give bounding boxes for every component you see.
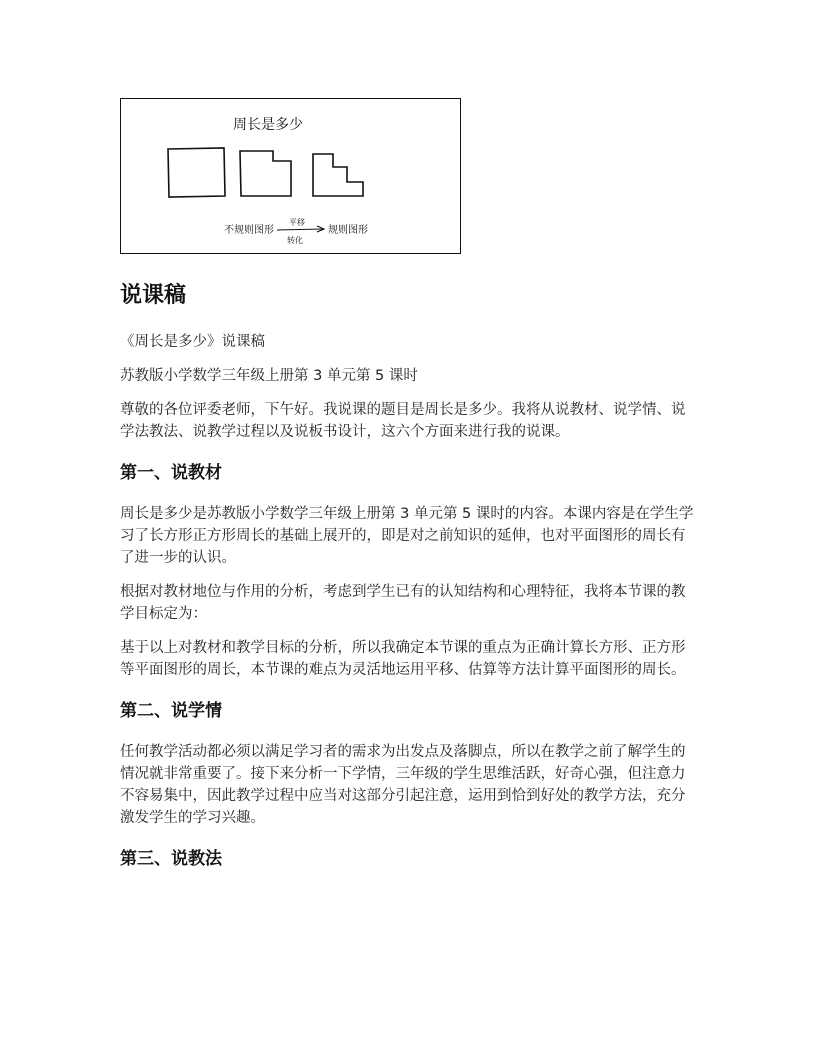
square-shape — [168, 148, 225, 197]
figure-title: 周长是多少 — [233, 117, 303, 133]
right-label: 规则图形 — [328, 225, 368, 236]
lesson-title-line: 《周长是多少》说课稿 — [120, 334, 265, 350]
figure-drawing — [121, 99, 462, 255]
handwritten-figure — [120, 98, 461, 254]
section-heading-textbook: 第一、说教材 — [120, 463, 222, 483]
textbook-paragraph: 周长是多少是苏教版小学数学三年级上册第 3 单元第 5 课时的内容。本课内容是在学生学习了长方形正方形周长的基础上展开的，即是对之前知识的延伸，也对平面图形的周长有了进一步的认识。 — [120, 506, 694, 566]
intro-paragraph: 尊敬的各位评委老师，下午好。我说课的题目是周长是多少。我将从说教材、说学情、说学法教法、说教学过程以及说板书设计，这六个方面来进行我的说课。 — [120, 402, 686, 440]
document-title: 说课稿 — [120, 283, 187, 308]
textbook-info-line: 苏教版小学数学三年级上册第 3 单元第 5 课时 — [120, 368, 418, 384]
textbook-paragraph: 基于以上对教材和教学目标的分析，所以我确定本节课的重点为正确计算长方形、正方形等平面图形的周长，本节课的难点为灵活地运用平移、估算等方法计算平面图形的周长。 — [120, 640, 686, 678]
document-page — [120, 98, 698, 871]
section-heading-teaching-method: 第三、说教法 — [120, 849, 222, 869]
stair-shape — [313, 154, 363, 196]
learners-paragraph: 任何教学活动都必须以满足学习者的需求为出发点及落脚点，所以在教学之前了解学生的情况就非常重要了。接下来分析一下学情，三年级的学生思维活跃，好奇心强，但注意力不容易集中，因此教学过程中应当对这部分引起注意，运用到恰到好处的教学方法，充分激发学生的学习兴趣。 — [120, 744, 686, 826]
left-label: 不规则图形 — [224, 225, 274, 236]
l-shape — [240, 151, 291, 196]
arrow-top-label: 平移 — [289, 218, 305, 227]
arrow-bottom-label: 转化 — [287, 236, 303, 245]
section-heading-learners: 第二、说学情 — [120, 701, 222, 721]
textbook-paragraph: 根据对教材地位与作用的分析，考虑到学生已有的认知结构和心理特征，我将本节课的教学目标定为： — [120, 584, 686, 622]
